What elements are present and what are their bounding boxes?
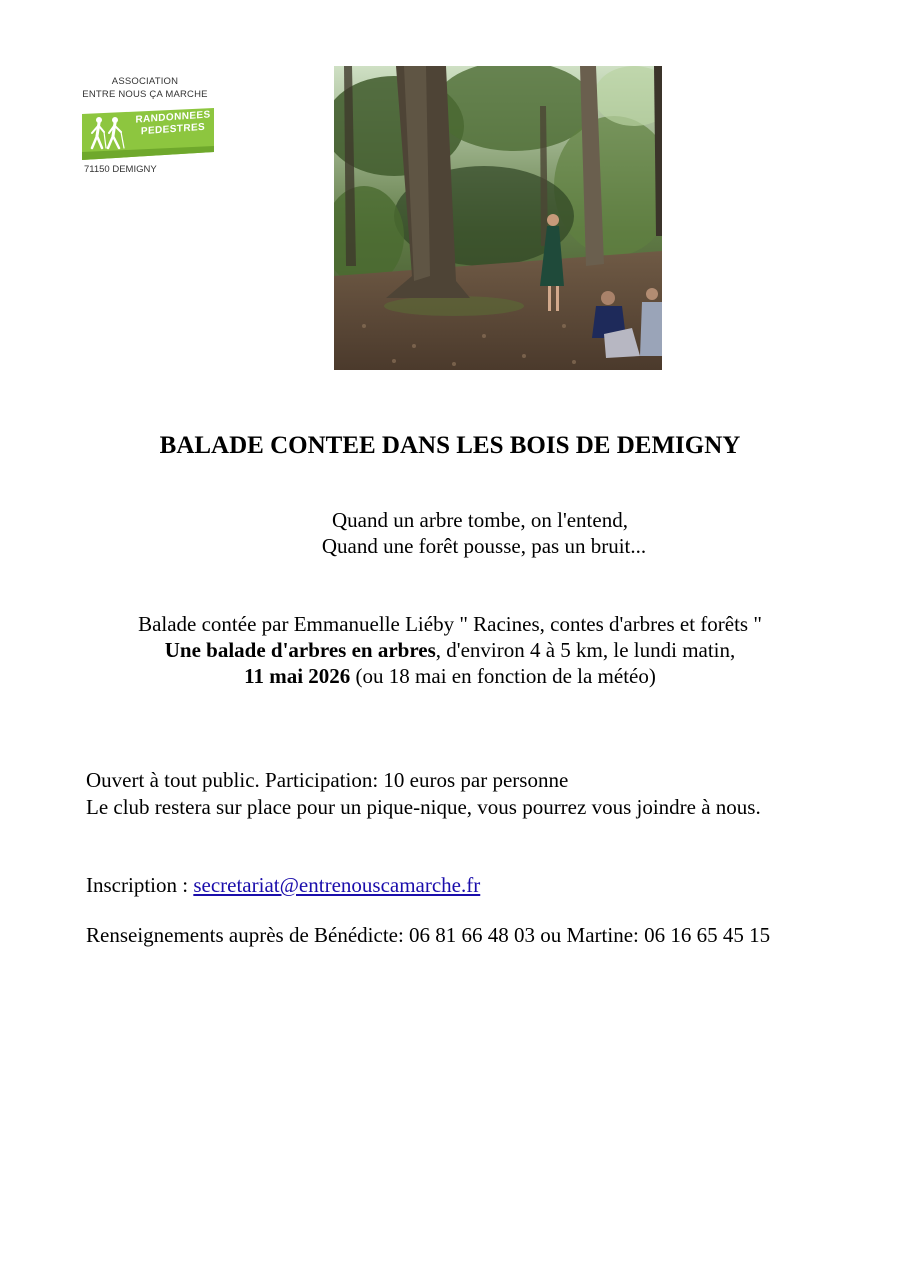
poem-line-1: Quand un arbre tombe, on l'entend,: [332, 508, 628, 532]
event-line-1: Balade contée par Emmanuelle Liéby " Racines, contes d'arbres et forêts ": [138, 612, 762, 636]
email-link[interactable]: secretariat@entrenouscamarche.fr: [193, 873, 481, 897]
event-line-2-bold: Une balade d'arbres en arbres: [164, 638, 436, 662]
logo-line-name: ENTRE NOUS ÇA MARCHE: [82, 89, 208, 100]
event-line-3: [0, 664, 900, 689]
event-line-3-rest: (ou 18 mai en fonction de la météo): [350, 664, 656, 688]
forest-storyteller-photo: [334, 66, 662, 370]
inscription-line: [86, 873, 480, 898]
event-line-2: [0, 638, 900, 663]
logo-badge-line2: PEDESTRES: [140, 121, 206, 138]
logo-city: 71150 DEMIGNY: [84, 164, 157, 175]
info-line-2: Le club restera sur place pour un pique-nique, vous pourrez vous joindre à nous.: [86, 795, 761, 819]
association-logo: [80, 74, 215, 186]
poem-line-2: Quand une forêt pousse, pas un bruit...: [321, 534, 647, 558]
logo-badge-line1: RANDONNEES: [135, 109, 211, 126]
inscription-label: Inscription :: [86, 873, 194, 897]
event-line-2-rest: , d'environ 4 à 5 km, le lundi matin,: [435, 638, 736, 662]
info-line-1: Ouvert à tout public. Participation: 10 euros par personne: [86, 768, 569, 792]
event-date: 11 mai 2026: [244, 664, 351, 688]
page-title: BALADE CONTEE DANS LES BOIS DE DEMIGNY: [159, 432, 741, 459]
contact-line: Renseignements auprès de Bénédicte: 06 81 66 48 03 ou Martine: 06 16 65 45 15: [86, 923, 771, 947]
logo-line-association: ASSOCIATION: [111, 76, 179, 87]
